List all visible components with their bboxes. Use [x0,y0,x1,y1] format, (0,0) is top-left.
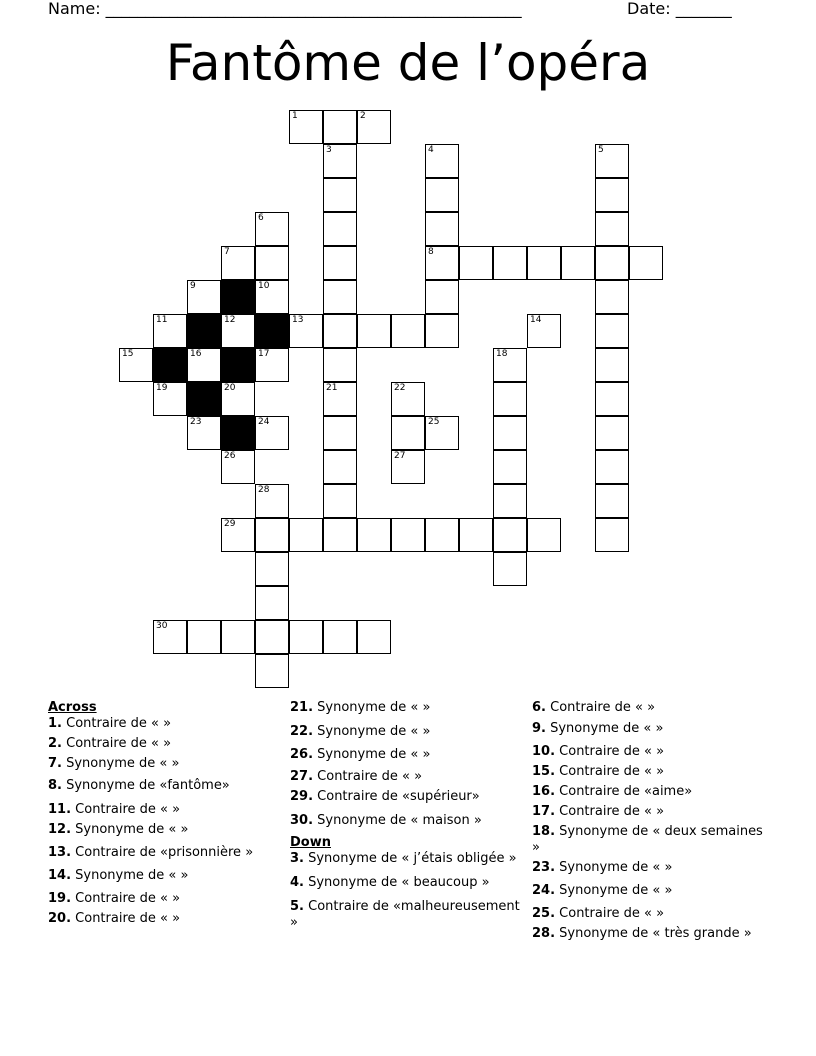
grid-cell[interactable] [323,314,357,348]
grid-cell[interactable] [493,518,527,552]
clue-number: 11. [48,802,72,817]
black-cell [221,348,255,382]
grid-cell[interactable] [595,416,629,450]
grid-cell[interactable] [425,314,459,348]
grid-cell[interactable] [153,620,187,654]
clue-item [290,724,520,740]
clue-number: 22. [290,724,314,739]
grid-cell[interactable] [187,416,221,450]
clue-text: Synonyme de « » [71,822,189,837]
clue-number: 20 [224,383,236,393]
clue-text: Contraire de « » [313,769,423,784]
grid-cell[interactable] [595,314,629,348]
clue-number: 24 [258,417,270,427]
grid-cell[interactable] [425,246,459,280]
grid-cell[interactable] [493,382,527,416]
grid-cell[interactable] [595,212,629,246]
clue-number: 30. [290,813,314,828]
grid-cell[interactable] [153,382,187,416]
clue-number: 26 [224,451,236,461]
grid-cell[interactable] [629,246,663,280]
clue-text: Contraire de « » [555,764,665,779]
grid-cell[interactable] [221,382,255,416]
grid-cell[interactable] [323,246,357,280]
grid-cell[interactable] [391,416,425,450]
clue-text: Synonyme de « beaucoup » [303,875,490,890]
grid-cell[interactable] [323,178,357,212]
clue-number: 1. [48,716,62,731]
grid-cell[interactable] [595,348,629,382]
clue-number: 25. [532,906,556,921]
grid-cell[interactable] [425,212,459,246]
clue-item [532,860,772,876]
grid-cell[interactable] [493,552,527,586]
grid-cell[interactable] [289,518,323,552]
grid-cell[interactable] [255,586,289,620]
grid-cell[interactable] [323,382,357,416]
clue-item [48,891,278,907]
grid-cell[interactable] [323,484,357,518]
grid-cell[interactable] [187,620,221,654]
grid-cell[interactable] [289,314,323,348]
clue-number: 8. [48,778,62,793]
grid-cell[interactable] [221,518,255,552]
clue-text: Contraire de « » [555,804,665,819]
grid-cell[interactable] [255,416,289,450]
clue-number: 13 [292,315,304,325]
grid-cell[interactable] [323,450,357,484]
clue-number: 18. [532,824,556,839]
grid-cell[interactable] [595,518,629,552]
grid-cell[interactable] [289,620,323,654]
grid-cell[interactable] [425,178,459,212]
clue-number: 30 [156,621,168,631]
grid-cell[interactable] [255,212,289,246]
grid-cell[interactable] [595,280,629,314]
clue-number: 5. [290,899,304,914]
grid-cell[interactable] [255,620,289,654]
grid-cell[interactable] [323,280,357,314]
clue-item [290,789,520,805]
clue-item [532,804,772,820]
clue-number: 18 [496,349,508,359]
clue-item [532,700,772,716]
clue-item [290,700,520,716]
clue-number: 11 [156,315,168,325]
clue-item [48,911,278,927]
clue-text: Synonyme de « » [555,860,673,875]
clue-text: Contraire de «supérieur» [313,789,480,804]
clue-number: 27. [290,769,314,784]
clue-number: 9. [532,721,546,736]
clue-number: 29 [224,519,236,529]
grid-cell[interactable] [357,314,391,348]
grid-cell[interactable] [289,110,323,144]
grid-cell[interactable] [221,246,255,280]
clue-number: 12. [48,822,72,837]
grid-cell[interactable] [425,280,459,314]
clue-number: 5 [598,145,604,155]
grid-cell[interactable] [323,348,357,382]
clue-number: 24. [532,883,556,898]
clue-item [532,926,772,942]
clue-number: 15. [532,764,556,779]
clue-number: 21 [326,383,338,393]
clue-number: 7. [48,756,62,771]
clue-item [48,716,278,732]
grid-cell[interactable] [187,348,221,382]
clue-number: 26. [290,747,314,762]
clue-number: 4 [428,145,434,155]
grid-cell[interactable] [595,484,629,518]
clue-number: 25 [428,417,440,427]
clue-text: Contraire de « » [61,716,172,731]
grid-cell[interactable] [187,280,221,314]
clue-text: Synonyme de « très grande » [555,926,752,941]
clue-item [290,851,520,867]
page-title: Fantôme de l’opéra [165,34,651,92]
grid-cell[interactable] [391,450,425,484]
grid-cell[interactable] [323,144,357,178]
clue-item [290,899,520,931]
clue-text: Contraire de « » [71,802,181,817]
clue-item [290,875,520,891]
clue-number: 7 [224,247,230,257]
clue-text: Synonyme de « » [313,700,431,715]
grid-cell[interactable] [255,484,289,518]
clue-number: 3 [326,145,332,155]
clue-number: 21. [290,700,314,715]
black-cell [221,280,255,314]
grid-cell[interactable] [221,314,255,348]
grid-cell[interactable] [323,110,357,144]
clue-item [48,802,278,818]
clue-item [532,764,772,780]
clue-number: 6 [258,213,264,223]
clue-text: Contraire de «prisonnière » [71,845,254,860]
clue-number: 4. [290,875,304,890]
grid-cell[interactable] [323,518,357,552]
clue-text: Contraire de « » [61,736,172,751]
grid-cell[interactable] [391,314,425,348]
grid-cell[interactable] [561,246,595,280]
grid-cell[interactable] [357,620,391,654]
grid-cell[interactable] [391,518,425,552]
grid-cell[interactable] [493,450,527,484]
clue-number: 6. [532,700,546,715]
clue-text: Contraire de « » [545,700,656,715]
grid-cell[interactable] [595,178,629,212]
clue-item [290,769,520,785]
grid-cell[interactable] [493,416,527,450]
clue-item [290,747,520,763]
clue-number: 23. [532,860,556,875]
clue-number: 10. [532,744,556,759]
clue-number: 27 [394,451,406,461]
clue-number: 28. [532,926,556,941]
clue-number: 28 [258,485,270,495]
clue-number: 2 [360,111,366,121]
grid-cell[interactable] [255,348,289,382]
clue-item [48,822,278,838]
grid-cell[interactable] [357,110,391,144]
grid-cell[interactable] [255,552,289,586]
clue-text: Synonyme de « j’étais obligée » [303,851,517,866]
clue-item [532,883,772,899]
clue-item [532,906,772,922]
clue-text: Contraire de « » [71,911,181,926]
grid-cell[interactable] [595,450,629,484]
grid-cell[interactable] [323,620,357,654]
clue-number: 20. [48,911,72,926]
grid-cell[interactable] [527,314,561,348]
clue-number: 23 [190,417,202,427]
clue-number: 13. [48,845,72,860]
clue-item [48,778,278,794]
clue-number: 3. [290,851,304,866]
clue-item [48,868,278,884]
grid-cell[interactable] [255,654,289,688]
grid-cell[interactable] [527,518,561,552]
clue-number: 16 [190,349,202,359]
clue-number: 17 [258,349,270,359]
grid-cell[interactable] [595,144,629,178]
black-cell [255,314,289,348]
grid-cell[interactable] [459,246,493,280]
clue-text: Synonyme de « maison » [313,813,482,828]
grid-cell[interactable] [153,314,187,348]
grid-cell[interactable] [323,416,357,450]
clue-number: 8 [428,247,434,257]
clue-item [532,824,772,856]
name-field[interactable]: Name: ____________________________________________________ [48,0,522,18]
clue-text: Contraire de «aime» [555,784,693,799]
clue-item [532,721,772,737]
grid-cell[interactable] [391,382,425,416]
grid-cell[interactable] [357,518,391,552]
grid-cell[interactable] [119,348,153,382]
clue-item [290,813,520,829]
clue-item [48,736,278,752]
clues-column-3 [532,700,772,946]
clue-text: Synonyme de « » [313,747,431,762]
clue-number: 14. [48,868,72,883]
clue-number: 19. [48,891,72,906]
clue-text: Synonyme de «fantôme» [61,778,230,793]
grid-cell[interactable] [493,484,527,518]
clue-item [532,744,772,760]
grid-cell[interactable] [493,246,527,280]
clue-number: 12 [224,315,236,325]
down-heading: Down [290,835,331,850]
clues-column-1 [48,700,278,931]
clue-text: Contraire de «malheureusement » [290,899,520,930]
black-cell [187,382,221,416]
clue-number: 1 [292,111,298,121]
clue-number: 2. [48,736,62,751]
grid-cell[interactable] [221,450,255,484]
grid-cell[interactable] [255,246,289,280]
clue-number: 16. [532,784,556,799]
clue-number: 9 [190,281,196,291]
grid-cell[interactable] [255,518,289,552]
clue-number: 17. [532,804,556,819]
clue-text: Synonyme de « » [545,721,664,736]
clue-number: 14 [530,315,542,325]
grid-cell[interactable] [221,620,255,654]
clues-column-2 [290,700,520,935]
clue-item [48,756,278,772]
clue-number: 22 [394,383,406,393]
clue-text: Synonyme de « » [71,868,189,883]
clue-number: 29. [290,789,314,804]
clue-text: Contraire de « » [71,891,181,906]
clue-number: 15 [122,349,134,359]
grid-cell[interactable] [425,144,459,178]
clue-text: Synonyme de « » [61,756,180,771]
black-cell [153,348,187,382]
grid-cell[interactable] [595,382,629,416]
grid-cell[interactable] [255,280,289,314]
clue-item [532,784,772,800]
clue-number: 10 [258,281,270,291]
clue-item [48,845,278,861]
clue-text: Synonyme de « » [313,724,431,739]
grid-cell[interactable] [459,518,493,552]
clue-number: 19 [156,383,168,393]
grid-cell[interactable] [323,212,357,246]
grid-cell[interactable] [527,246,561,280]
grid-cell[interactable] [425,416,459,450]
grid-cell[interactable] [595,246,629,280]
date-field[interactable]: Date: _______ [627,0,732,18]
across-heading: Across [48,700,97,715]
clue-text: Synonyme de « » [555,883,673,898]
black-cell [221,416,255,450]
grid-cell[interactable] [425,518,459,552]
clue-text: Synonyme de « deux semaines » [532,824,763,855]
grid-cell[interactable] [493,348,527,382]
clue-text: Contraire de « » [555,744,665,759]
clue-text: Contraire de « » [555,906,665,921]
black-cell [187,314,221,348]
